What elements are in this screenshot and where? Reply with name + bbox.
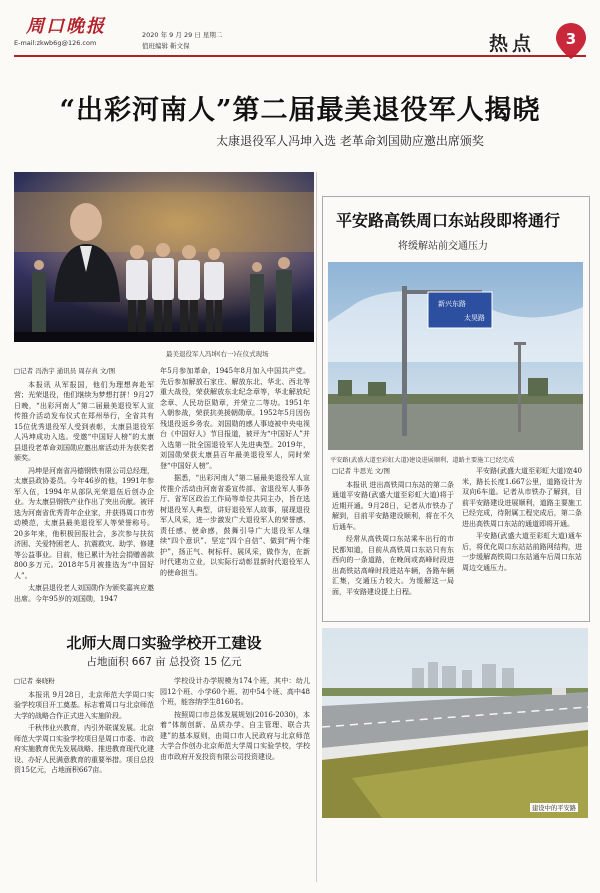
- railway-photo: [328, 262, 583, 450]
- railway-paragraph: 本报讯 进出高铁周口东站的第二条通道平安路(武盛大道至彩虹大道)将于近期开通。9月28日，记者从市铁办了解到，目前平安路建设顺利，将在不久后通车。: [332, 480, 454, 531]
- column-divider: [316, 172, 317, 882]
- school-paragraph: 千秋伟业兴教育，内引外联谋发展。北京师范大学周口实验学校项目是周口市委、市政府实施教育优先发展战略、推进教育现代化建设、办好人民满意教育的重要举措。项目总投资15亿元，占地面积667亩。: [14, 724, 154, 774]
- lead-body-col2: [160, 366, 310, 580]
- lead-headline: “出彩河南人”第二届最美退役军人揭晓: [59, 95, 541, 126]
- page-number: 3: [565, 30, 577, 48]
- railway-paragraph: 经常从高铁周口东站乘车出行的市民都知道，目前从高铁周口东站只有东西向的一条道路，在晚间或高峰时段进出高铁站高峰时段进站车辆，各路车辆汇集，交通压力较大。为缓解这一局面，平安路建设提上日程。: [332, 535, 454, 596]
- school-paragraph: 按照周口市总体发展规划(2016-2030)，本着“体制创新、品质办学、自主管理、联合共建”的基本原则，由周口市人民政府与北京师范大学合作创办北京师范大学周口实验学校，学校由市政府开发投资有限公司投资建设。: [160, 710, 310, 761]
- school-body-col2: [160, 676, 310, 764]
- school-paragraph: 学校设计办学规模为174个班，其中：幼儿园12个班、小学60个班、初中54个班、高中48个班，能容纳学生8160名。: [160, 677, 310, 706]
- lead-paragraph: 本报讯 从军报国，他们为理想奔赴军营；光荣退役，他们继续为梦想打拼！9月27日晚，“出彩河南人”第二届最美退役军人宣传推介活动发布仪式在郑州举行，全省共有15位优秀退役军人受到表彰，太康县退役军人冯坤成功入选。受邀“中国好人榜”的太康县退役老革命刘国勋应邀出席活动并为获奖者颁奖。: [14, 380, 154, 462]
- school-paragraph: 本报讯 9月28日，北京师范大学周口实验学校项目开工奠基。标志着周口与北京师范大学的战略合作正式进入实施阶段。: [14, 690, 154, 720]
- masthead-editors: 值班编辑 靳文保: [142, 42, 190, 50]
- railway-body-col1: [332, 466, 454, 599]
- road-construction-photo: [322, 628, 588, 818]
- lead-paragraph: 太康县退役老人刘国勋作为颁奖嘉宾应邀出席。今年95岁的刘国勋，1947: [14, 584, 154, 603]
- railway-body-col2: [462, 466, 582, 575]
- section-title: 热点: [489, 33, 536, 55]
- railway-paragraph: 平安路(武盛大道至彩虹大道)宽40米，路长长度1.667公里，道路设计为双向6车道。记者从市铁办了解到，目前平安路建设进展顺利，道路主要施工已经完成，待附属工程完成后，第二条进出高铁周口东站的通道即将开通。: [462, 467, 582, 528]
- lead-paragraph: 年5月参加革命，1945年8月加入中国共产党。先后参加解放石家庄、解放东北、华北、西北等重大战役，荣获解放东北纪念章等，华北解放纪念章、人民功臣勋章，并荣立二等功。1951年入朝参战，荣获抗美援朝勋章。1952年5月因伤残退役返乡务农。刘国勋的感人事迹被中央电视台《中国好人》节目报道，被评为“中国好人”并入选第一批全国退役军人先进典型。2019年，刘国勋荣获太康县百年最美退役军人，同时荣登“中国好人榜”。: [160, 367, 310, 470]
- railway-story-title: 平安路高铁周口东站段即将通行: [336, 211, 561, 230]
- masthead-rule: [14, 55, 586, 57]
- lead-photo: [14, 172, 314, 342]
- road-sign-left: 新兴东路: [438, 300, 466, 308]
- masthead-email: E-mail:zkwb6g@126.com: [14, 39, 97, 47]
- lead-photo-caption: 最美退役军人冯坤(右一)在仪式现场: [166, 350, 269, 358]
- lead-body-col1: [14, 366, 154, 606]
- railway-story-subtitle: 将缓解站前交通压力: [398, 241, 488, 252]
- railway-photo-caption: 平安路(武盛大道至彩虹大道)建设进展顺利，道路主要施工已经完成: [330, 457, 515, 464]
- school-story-subtitle: 占地面积 667 亩 总投资 15 亿元: [86, 656, 242, 668]
- school-byline: □记者 秦晓粉: [14, 677, 55, 685]
- road-sign-right: 太昊路: [464, 314, 485, 322]
- lead-byline: □记者 冯浩宇 通讯员 周存真 文/图: [14, 367, 116, 375]
- railway-paragraph: 平安路(武盛大道至彩虹大道)通车后，将优化周口东站站前路网结构，进一步缓解高铁周口东站通车后周口东站周边交通压力。: [462, 532, 582, 572]
- newspaper-logo: 周口晚报: [26, 16, 106, 37]
- masthead-date: 2020 年 9 月 29 日 星期二: [142, 31, 223, 39]
- lead-subhead: 太康退役军人冯坤入选 老革命刘国勋应邀出席颁奖: [216, 134, 484, 148]
- school-story-title: 北师大周口实验学校开工建设: [66, 634, 262, 652]
- railway-byline: □记者 牛思光 文/图: [332, 467, 390, 475]
- school-body-col1: [14, 676, 154, 778]
- lead-paragraph: 冯坤是河南省冯德钢铁有限公司总经理，太康县政协委员。今年46岁的他，1991年参军入伍，1994年从部队光荣退伍后创办企业。为太康县钢铁产业作出了突出贡献。被评选为河南省优秀青年企业家，并获得周口市劳动模范，太康县最美退役军人等荣誉称号。20多年来，他积极回报社会，多次参与扶贫济困、关爱特困老人、抗震救灾、助学、修建等公益事业。目前，他已累计为社会捐赠善款800多万元。2018年5月被推选为“中国好人”。: [14, 466, 154, 580]
- road-photo-caption: 建设中的平安路: [532, 805, 577, 812]
- lead-paragraph: 据悉，“出彩河南人”第二届最美退役军人宣传推介活动由河南省委宣传部、省退役军人事务厅、省军区政治工作局等单位共同主办，旨在选树退役军人典型，讲好退役军人故事，展现退役军人风采，进一步激发广大退役军人的荣誉感、责任感、使命感，鼓舞引导广大退役军人继续“四个意识”、坚定“四个自信”、做到“两个维护”，扬正气、树标杆、展风采，做作为，在新时代建功立业，以实际行动彰显新时代退役军人的使命担当。: [160, 474, 310, 577]
